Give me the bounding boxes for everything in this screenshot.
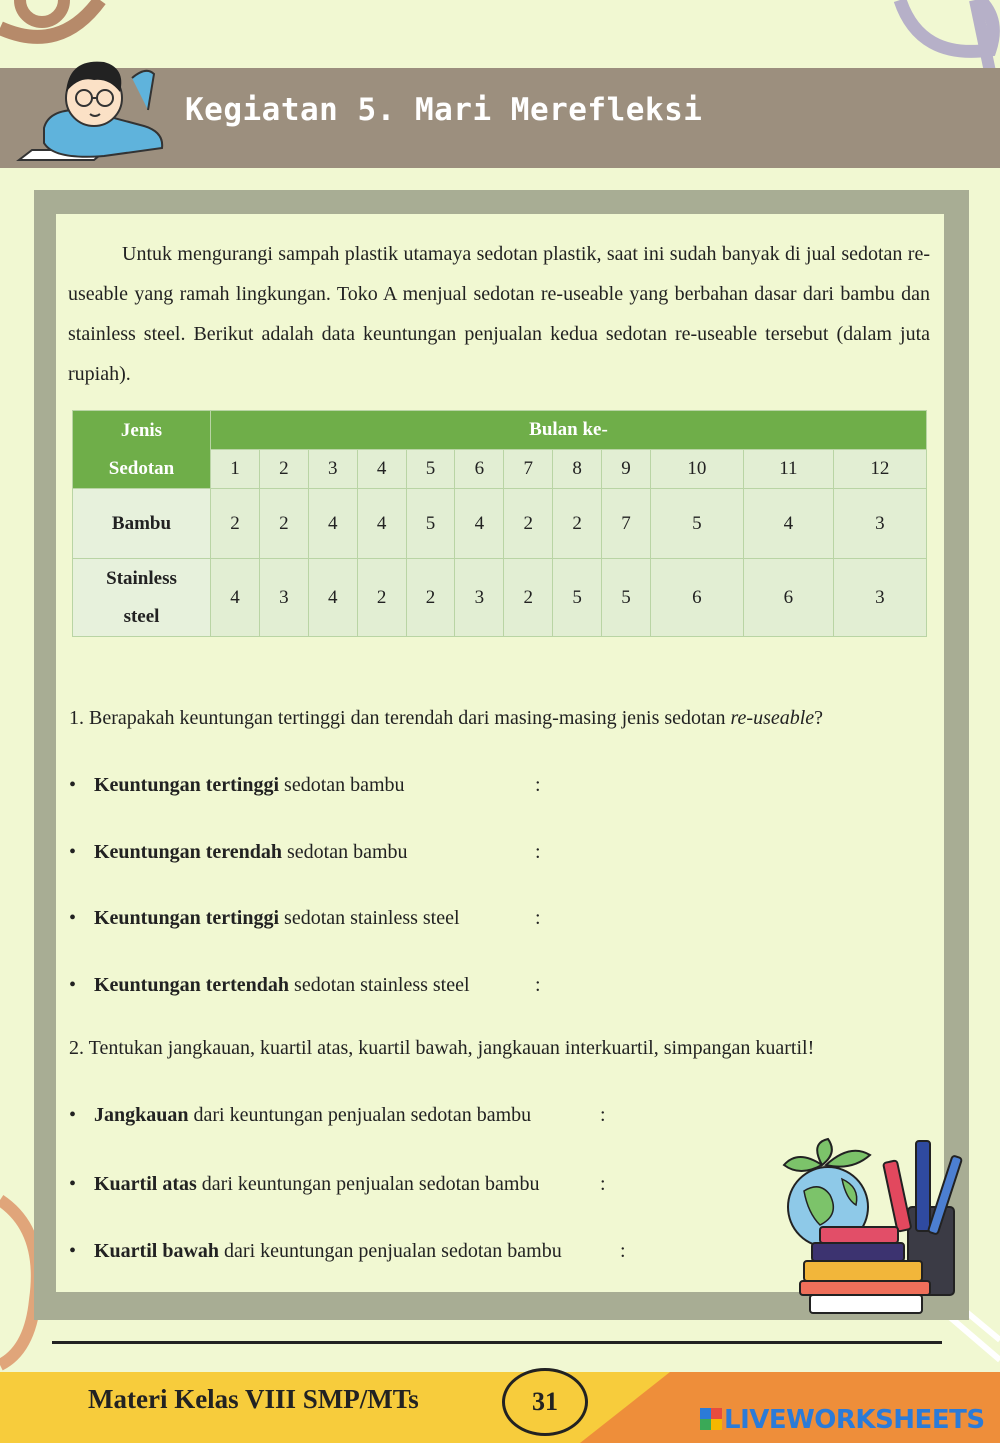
bullet: •: [69, 1240, 77, 1262]
month-header: 2: [259, 450, 308, 489]
answer-label-rest: sedotan stainless steel: [289, 974, 470, 996]
answer-label-bold: Keuntungan terendah: [94, 841, 283, 863]
answer-label-rest: sedotan stainless steel: [279, 907, 460, 929]
table-cell: 6: [743, 559, 833, 637]
table-cell: 2: [211, 489, 260, 559]
profit-table: [72, 410, 927, 637]
table-cell: 4: [308, 559, 357, 637]
bullet: •: [69, 774, 77, 796]
table-cell: 3: [259, 559, 308, 637]
month-header: 12: [833, 450, 926, 489]
answer-label-rest: dari keuntungan penjualan sedotan bambu: [196, 1173, 540, 1195]
table-cell: 2: [553, 489, 602, 559]
row-label-bambu: Bambu: [73, 489, 211, 559]
liveworksheets-text: LIVEWORKSHEETS: [724, 1405, 985, 1435]
table-cell: 5: [406, 489, 455, 559]
liveworksheets-logo[interactable]: [700, 1405, 985, 1435]
answer-item-max-bambu: [69, 774, 405, 797]
question-1-italic: re-useable: [730, 707, 815, 729]
liveworksheets-badge-icon: [700, 1408, 722, 1430]
answer-colon: :: [620, 1240, 626, 1262]
answer-label-bold: Keuntungan tertinggi: [94, 774, 280, 796]
bullet: •: [69, 841, 77, 863]
answer-label-rest: dari keuntungan penjualan sedotan bambu: [219, 1240, 562, 1262]
answer-label-bold: Keuntungan tertendah: [94, 974, 290, 996]
table-cell: 3: [833, 559, 926, 637]
table-row-stainless: [73, 559, 927, 637]
table-cell: 5: [602, 559, 651, 637]
table-cell: 4: [357, 489, 406, 559]
answer-item-max-stainless: [69, 907, 460, 930]
answer-item-jangkauan: [69, 1104, 531, 1127]
table-row-bambu: [73, 489, 927, 559]
question-1-text: 1. Berapakah keuntungan tertinggi dan terendah dari masing-masing jenis sedotan: [69, 707, 731, 729]
bullet: •: [69, 974, 77, 996]
books-globe-illustration: [780, 1135, 965, 1320]
table-cell: 4: [211, 559, 260, 637]
answer-label-rest: sedotan bambu: [279, 774, 405, 796]
month-header: 4: [357, 450, 406, 489]
answer-colon: :: [535, 774, 541, 796]
table-cell: 5: [650, 489, 743, 559]
question-2: 2. Tentukan jangkauan, kuartil atas, kuartil bawah, jangkauan interkuartil, simpangan kuartil!: [69, 1037, 815, 1059]
table-header-bulan: Bulan ke-: [211, 411, 927, 450]
answer-label-bold: Kuartil atas: [94, 1173, 197, 1195]
answer-label-bold: Keuntungan tertinggi: [94, 907, 280, 929]
bullet: •: [69, 907, 77, 929]
question-1-end: ?: [814, 707, 824, 729]
table-cell: 4: [455, 489, 504, 559]
answer-label-bold: Jangkauan: [94, 1104, 189, 1126]
table-cell: 2: [259, 489, 308, 559]
answer-label-bold: Kuartil bawah: [94, 1240, 220, 1262]
table-header-jenis-sedotan: [73, 411, 211, 489]
table-header-line1: Jenis: [120, 419, 163, 441]
page-number: 31: [502, 1368, 588, 1436]
bullet: •: [69, 1173, 77, 1195]
footer-divider: [52, 1341, 942, 1344]
table-cell: 4: [743, 489, 833, 559]
table-cell: 3: [455, 559, 504, 637]
month-header: 8: [553, 450, 602, 489]
table-cell: 2: [406, 559, 455, 637]
table-cell: 2: [357, 559, 406, 637]
month-header: 1: [211, 450, 260, 489]
table-cell: 2: [504, 489, 553, 559]
row-label-stainless-steel: [73, 559, 211, 637]
answer-item-min-bambu: [69, 841, 408, 864]
table-cell: 3: [833, 489, 926, 559]
answer-colon: :: [600, 1173, 606, 1195]
row-label-line1: Stainless: [106, 567, 177, 589]
month-header: 11: [743, 450, 833, 489]
answer-label-rest: sedotan bambu: [282, 841, 408, 863]
month-header: 5: [406, 450, 455, 489]
answer-item-kuartil-atas: [69, 1173, 539, 1196]
question-1: [69, 707, 823, 730]
bullet: •: [69, 1104, 77, 1126]
month-header: 7: [504, 450, 553, 489]
answer-colon: :: [535, 907, 541, 929]
month-header: 6: [455, 450, 504, 489]
answer-label-rest: dari keuntungan penjualan sedotan bambu: [188, 1104, 532, 1126]
table-cell: 6: [650, 559, 743, 637]
table-cell: 7: [602, 489, 651, 559]
answer-colon: :: [535, 974, 541, 996]
month-header: 9: [602, 450, 651, 489]
footer-subject: Materi Kelas VIII SMP/MTs: [88, 1384, 419, 1414]
table-header-line2: Sedotan: [108, 457, 175, 479]
page-title: Kegiatan 5. Mari Merefleksi: [185, 92, 703, 128]
month-header: 10: [650, 450, 743, 489]
answer-item-min-stainless: [69, 974, 470, 997]
student-reading-illustration: [14, 48, 174, 170]
intro-paragraph: Untuk mengurangi sampah plastik utamaya sedotan plastik, saat ini sudah banyak di jual sedotan re-useable yang ramah lingkungan. Toko A menjual sedotan re-useable yang berbahan dasar dari bambu dan stainless steel. Berikut adalah data keuntungan penjualan kedua sedotan re-useable tersebut (dalam juta rupiah).: [68, 243, 930, 385]
answer-colon: :: [535, 841, 541, 863]
table-cell: 2: [504, 559, 553, 637]
row-label-line2: steel: [123, 605, 160, 627]
table-cell: 4: [308, 489, 357, 559]
month-header: 3: [308, 450, 357, 489]
answer-item-kuartil-bawah: [69, 1240, 562, 1263]
table-cell: 5: [553, 559, 602, 637]
answer-colon: :: [600, 1104, 606, 1126]
